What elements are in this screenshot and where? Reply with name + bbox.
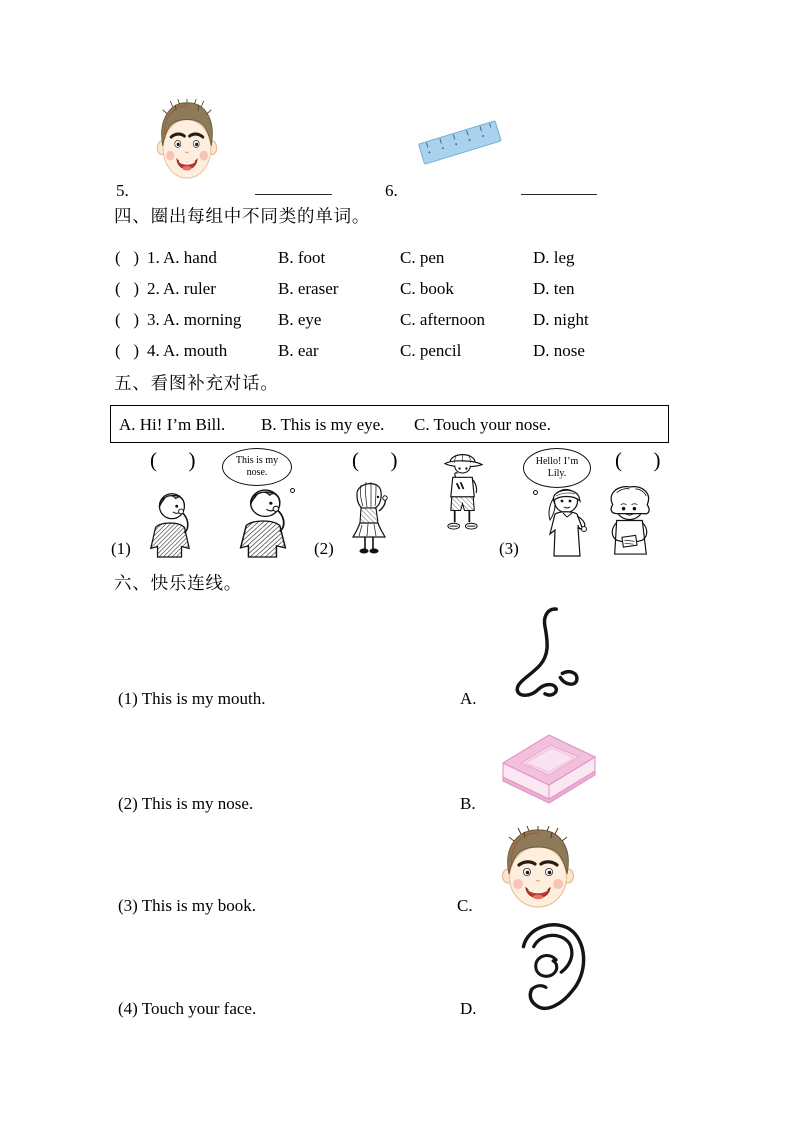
item-5-number: 5. [116,181,129,200]
match-item-4-text[interactable]: (4) Touch your face. [118,999,257,1018]
answer-paren-row2[interactable]: ( ) [115,279,140,298]
item-6-answer-blank[interactable] [521,180,597,195]
row2-option-d[interactable]: D. ten [533,279,575,298]
nose-line-drawing [508,604,584,704]
row4-option-c[interactable]: C. pencil [400,341,462,360]
ruler-illustration [418,112,502,174]
item-5-answer-blank[interactable] [255,180,332,195]
match-item-2-text[interactable]: (2) This is my nose. [118,794,254,813]
choice-a[interactable]: A. Hi! I’m Bill. [119,415,226,434]
picture1-bubble-text: This is my nose. [235,455,279,478]
section4-heading: 四、圈出每组中不同类的单词。 [114,206,371,226]
row4-option-a[interactable]: A. mouth [163,341,228,360]
row2-number: 2. [147,279,160,298]
dialogue-boy-holding-gift [602,485,657,558]
picture3-answer-paren[interactable]: ( ) [615,448,661,472]
dialogue-boy-touching-eye-1 [146,487,194,558]
row1-option-a[interactable]: A. hand [163,248,217,267]
row1-number: 1. [147,248,160,267]
row3-option-d[interactable]: D. night [533,310,589,329]
row1-option-c[interactable]: C. pen [400,248,445,267]
row3-option-a[interactable]: A. morning [163,310,242,329]
dialogue-girl-back-view [347,477,391,557]
row1-option-b[interactable]: B. foot [278,248,326,267]
dialogue-choices-box [110,405,669,443]
picture1-speech-bubble [222,448,292,486]
section6-heading: 六、快乐连线。 [114,573,243,593]
row4-number: 4. [147,341,160,360]
row4-option-d[interactable]: D. nose [533,341,585,360]
section5-heading: 五、看图补充对话。 [114,373,279,393]
dialogue-boy-with-hat [441,450,486,532]
row3-option-b[interactable]: B. eye [278,310,322,329]
picture2-label: (2) [314,539,334,558]
row2-option-a[interactable]: A. ruler [163,279,216,298]
match-item-1-text[interactable]: (1) This is my mouth. [118,689,266,708]
boy-face-illustration [156,99,218,181]
picture1-answer-paren[interactable]: ( ) [150,448,196,472]
bubble-tail-dot [533,490,538,495]
ear-line-drawing [508,918,588,1014]
row1-option-d[interactable]: D. leg [533,248,575,267]
dialogue-girl-headscarf [541,486,593,558]
picture3-bubble-text: Hello! I’m Lily. [535,456,579,479]
row3-option-c[interactable]: C. afternoon [400,310,485,329]
item-6-number: 6. [385,181,398,200]
choice-c[interactable]: C. Touch your nose. [414,415,551,434]
picture3-label: (3) [499,539,519,558]
match-letter-d[interactable]: D. [460,999,477,1018]
boy-face-illustration-2 [501,826,575,910]
choice-b[interactable]: B. This is my eye. [261,415,385,434]
answer-paren-row3[interactable]: ( ) [115,310,140,329]
row2-option-c[interactable]: C. book [400,279,454,298]
pink-book-illustration [495,720,601,814]
row2-option-b[interactable]: B. eraser [278,279,339,298]
dialogue-boy-touching-nose-2 [235,483,291,558]
row4-option-b[interactable]: B. ear [278,341,319,360]
match-item-3-text[interactable]: (3) This is my book. [118,896,257,915]
picture3-speech-bubble [523,448,591,488]
match-letter-c[interactable]: C. [457,896,473,915]
answer-paren-row1[interactable]: ( ) [115,248,140,267]
match-letter-a[interactable]: A. [460,689,477,708]
picture2-answer-paren[interactable]: ( ) [352,448,398,472]
row3-number: 3. [147,310,160,329]
answer-paren-row4[interactable]: ( ) [115,341,140,360]
picture1-label: (1) [111,539,131,558]
match-letter-b[interactable]: B. [460,794,476,813]
